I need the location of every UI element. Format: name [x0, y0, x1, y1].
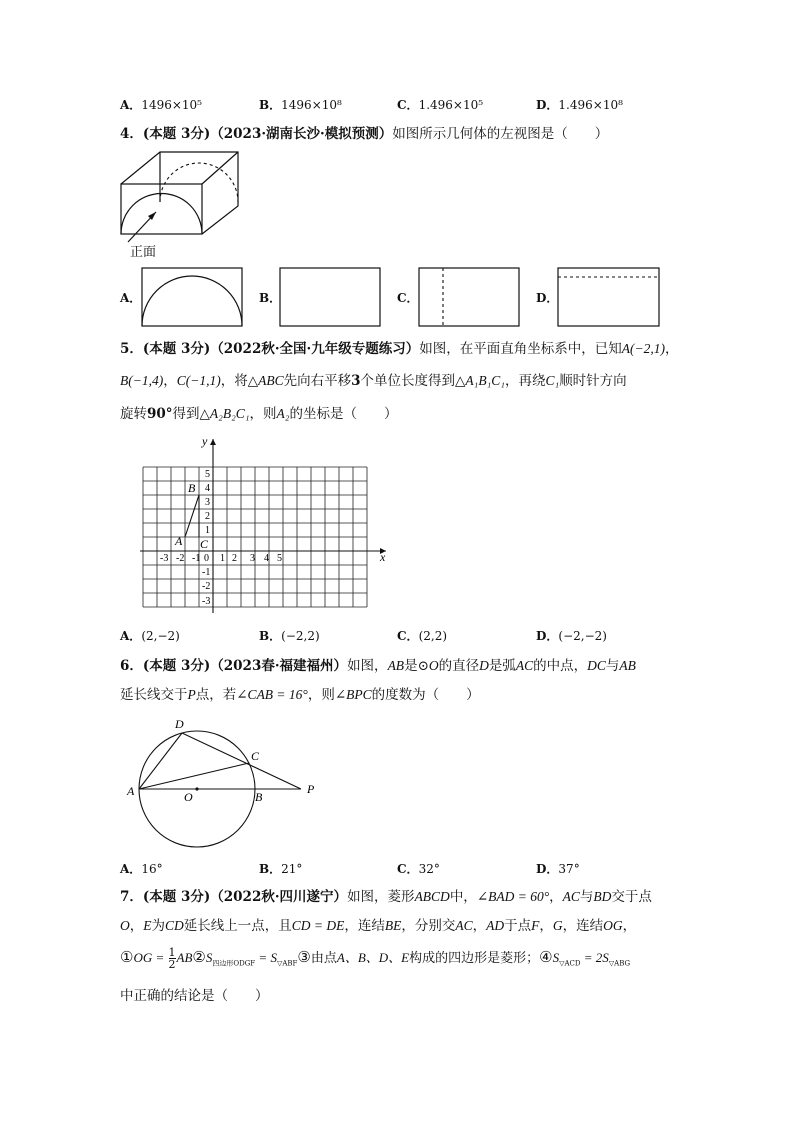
numerator: 1	[168, 946, 176, 959]
q6-option-d	[536, 860, 580, 878]
point-c: C(−1,1)	[176, 373, 221, 388]
q6-option-a	[120, 860, 163, 878]
q5-option-c	[397, 627, 447, 645]
option-value: 1496×10⁵	[141, 98, 202, 112]
option-value: (2,2)	[418, 629, 448, 643]
label-o: O	[184, 790, 193, 804]
statement-1-marker: ①	[120, 948, 134, 966]
label-b: B	[188, 481, 196, 495]
sub: ▽ABG	[608, 959, 631, 968]
q7-line3-statements	[120, 947, 630, 973]
statement-2-marker: ②	[192, 948, 206, 966]
statement-2-eq: = S	[255, 950, 277, 965]
option-value: (−2,2)	[281, 629, 320, 643]
statement-1-tail: AB	[176, 950, 193, 965]
option-letter: C．	[397, 862, 419, 876]
text: 与	[579, 889, 594, 905]
text: 个单位长度得到	[360, 373, 456, 389]
label-a: A	[175, 534, 183, 548]
option-value: (−2,−2)	[558, 629, 607, 643]
question-number: 5．	[120, 341, 143, 357]
statement-4: S	[552, 950, 560, 965]
q4-option-c-letter: C．	[397, 291, 419, 305]
statement-2: S	[205, 950, 213, 965]
y-tick-label: 1	[205, 525, 210, 536]
point-a2: A₂	[276, 406, 290, 421]
text: 先向右平移	[283, 373, 352, 389]
text: 延长线交于	[120, 687, 188, 703]
seg-cd: CD	[165, 918, 184, 933]
statement-4-marker: ④	[539, 948, 553, 966]
y-tick-label: -3	[202, 596, 211, 607]
x-axis-label: x	[380, 550, 386, 564]
q5-line3	[120, 405, 397, 423]
text: 如图，菱形	[347, 889, 415, 905]
seg-ac: AC	[455, 918, 473, 933]
point-b: B(−1,4)	[120, 373, 164, 388]
text: ，	[129, 918, 144, 934]
y-tick-label: 4	[205, 483, 210, 494]
text: 顺时针方向	[559, 373, 627, 389]
text: ，	[472, 918, 487, 934]
text: 的直径	[438, 658, 480, 674]
x-tick-label: -2	[176, 553, 185, 564]
text: 是	[404, 658, 418, 674]
q5-option-b	[259, 627, 320, 645]
statement-4-eq: = 2S	[580, 950, 609, 965]
q6-option-c	[397, 860, 440, 878]
question-meta: (本题 3分)（2023·湖南长沙·模拟预测）	[142, 126, 393, 142]
text: ，分别交	[401, 918, 456, 934]
text: 点，若	[195, 687, 237, 703]
question-meta: (本题 3分)（2023春·福建福州）	[142, 658, 348, 674]
seg-bd: BD	[593, 889, 612, 904]
q4-stem	[120, 125, 608, 143]
seg-ab: AB	[619, 658, 636, 673]
text: 是弧	[488, 658, 516, 674]
option-letter: A．	[120, 98, 142, 112]
option-letter: C．	[397, 98, 419, 112]
label-d: D	[175, 717, 184, 731]
circle-o: ⊙O	[417, 658, 439, 673]
q4-option-a-figure	[141, 267, 243, 328]
rotation-angle: 90°	[147, 406, 173, 422]
q6-line2	[120, 686, 480, 704]
sub: ▽ABF	[276, 959, 298, 968]
y-tick-label: -1	[202, 567, 211, 578]
q4-option-d-figure	[557, 267, 660, 328]
sub: ▽ACD	[559, 959, 581, 968]
text: 如图，	[347, 658, 388, 674]
statement-3-marker: ③	[297, 948, 311, 966]
sub: 四边形ODGF	[212, 959, 256, 968]
text: 的中点，	[533, 658, 588, 674]
text: ，	[622, 918, 637, 934]
option-value: 16°	[141, 862, 163, 876]
text: 交于点	[611, 889, 652, 905]
q3-option-c	[397, 96, 483, 114]
triangle: △ABC	[247, 373, 284, 388]
q6-line1	[120, 657, 636, 675]
option-letter: D．	[536, 629, 559, 643]
q4-option-b-figure	[279, 267, 381, 328]
y-tick-label: 3	[205, 497, 210, 508]
text: ，则	[307, 687, 335, 703]
text: ，	[539, 918, 553, 934]
q7-line1	[120, 888, 652, 906]
q6-circle-figure	[125, 715, 325, 860]
point-g: G	[552, 918, 563, 933]
statement-1: OG =	[133, 950, 168, 965]
shift-value: 3	[351, 373, 361, 389]
seg-og: OG	[603, 918, 623, 933]
question-number: 6．	[120, 658, 143, 674]
q4-option-b-letter: B．	[259, 291, 282, 305]
label-a: A	[127, 784, 135, 798]
option-letter: A．	[120, 862, 142, 876]
q7-line2	[120, 917, 636, 935]
x-tick-labels	[160, 553, 282, 564]
y-tick-label: 5	[205, 469, 210, 480]
seg-dc: DC	[587, 658, 606, 673]
y-tick-label: 2	[205, 511, 210, 522]
triangle-2: △A₂B₂C₁	[199, 406, 250, 421]
label-b: B	[255, 790, 263, 804]
seg-ad: AD	[486, 918, 505, 933]
option-letter: B．	[259, 629, 282, 643]
statement-3-tail: 构成的四边形是菱形；	[409, 951, 540, 966]
text: 于点	[504, 918, 532, 934]
question-number: 4．	[120, 126, 143, 142]
q4-option-a-letter: A．	[120, 291, 142, 305]
option-letter: D．	[536, 98, 559, 112]
q4-figure-label: 正面	[130, 245, 157, 260]
y-arrow-icon	[210, 439, 216, 445]
text: 为	[151, 918, 165, 934]
x-tick-label: 0	[204, 553, 209, 564]
option-value: 1496×10⁸	[281, 98, 342, 112]
x-tick-label: -3	[160, 553, 169, 564]
comma: ，	[163, 373, 177, 389]
q6-option-b	[259, 860, 302, 878]
q5-line2	[120, 372, 627, 390]
center-dot	[195, 787, 198, 790]
condition: ∠CAB = 16°	[236, 687, 308, 702]
option-letter: D．	[536, 862, 559, 876]
option-value: 1.496×10⁸	[558, 98, 623, 112]
q4-option-d-letter: D．	[536, 291, 559, 305]
point-p: P	[187, 687, 196, 702]
question-text: 如图所示几何体的左视图是（ ）	[392, 126, 609, 142]
arc-ac: AC	[515, 658, 534, 673]
y-axis-label: y	[202, 434, 208, 448]
text: 的坐标是（ ）	[289, 406, 398, 422]
x-tick-label: 1	[220, 553, 225, 564]
option-value: 37°	[558, 862, 580, 876]
option-letter: A．	[120, 629, 142, 643]
q7-line4: 中正确的结论是（ ）	[120, 988, 269, 1004]
text: 得到	[172, 406, 200, 422]
angle-bad: ∠BAD = 60°	[476, 889, 550, 904]
q3-option-a	[120, 96, 202, 114]
label-c: C	[251, 749, 260, 763]
text: 如图，在平面直角坐标系中，已知	[419, 341, 622, 357]
q4-option-c-figure	[418, 267, 520, 328]
text: 延长线上一点，且	[183, 918, 292, 934]
label-c: C	[200, 537, 209, 551]
seg-ab: AB	[387, 658, 405, 673]
text: 旋转	[120, 406, 147, 422]
text: ，再绕	[504, 373, 546, 389]
question-number: 7．	[120, 889, 143, 905]
label-p: P	[307, 782, 315, 796]
option-letter: C．	[397, 629, 419, 643]
fraction	[169, 947, 176, 970]
q5-line1	[120, 340, 678, 358]
point-c1: C₁	[545, 373, 560, 388]
q3-option-d	[536, 96, 623, 114]
comma: ，	[664, 341, 679, 357]
option-letter: B．	[259, 862, 282, 876]
option-value: 1.496×10⁵	[418, 98, 484, 112]
condition: CD = DE	[291, 918, 345, 933]
line-dp	[182, 733, 301, 789]
points: A、B、D、E	[336, 950, 410, 965]
x-tick-label: 2	[232, 553, 237, 564]
option-value: 32°	[418, 862, 440, 876]
point-f: F	[531, 918, 540, 933]
text: 与	[605, 658, 620, 674]
point-e: E	[143, 918, 152, 933]
x-tick-label: -1	[192, 553, 201, 564]
seg-ac: AC	[562, 889, 580, 904]
point-d: D	[479, 658, 489, 673]
q3-option-b	[259, 96, 342, 114]
text: ，将	[220, 373, 248, 389]
text: ，连结	[344, 918, 385, 934]
statement-3: 由点	[310, 951, 337, 966]
text: ，连结	[562, 918, 604, 934]
text: 的度数为（ ）	[371, 687, 480, 703]
rhombus: ABCD	[414, 889, 450, 904]
point-o: O	[120, 918, 130, 933]
point-a: A(−2,1)	[621, 341, 665, 356]
triangle-1: △A₁B₁C₁	[455, 373, 505, 388]
q5-option-a	[120, 627, 180, 645]
text: ，	[549, 889, 563, 905]
x-tick-label: 5	[277, 553, 282, 564]
option-value: (2,−2)	[141, 629, 180, 643]
text: 中，	[449, 889, 477, 905]
question-meta: (本题 3分)（2022秋·四川遂宁）	[142, 889, 348, 905]
x-tick-label: 3	[250, 553, 255, 564]
seg-be: BE	[384, 918, 402, 933]
q5-coordinate-grid	[140, 434, 390, 617]
text: ，则	[249, 406, 277, 422]
q5-option-d	[536, 627, 607, 645]
question-meta: (本题 3分)（2022秋·全国·九年级专题练习）	[142, 341, 420, 357]
denominator: 2	[168, 958, 176, 971]
option-letter: B．	[259, 98, 282, 112]
segment-ab	[185, 495, 199, 537]
x-tick-label: 4	[264, 553, 269, 564]
option-value: 21°	[281, 862, 303, 876]
angle-bpc: ∠BPC	[334, 687, 372, 702]
y-tick-label: -2	[202, 581, 211, 592]
